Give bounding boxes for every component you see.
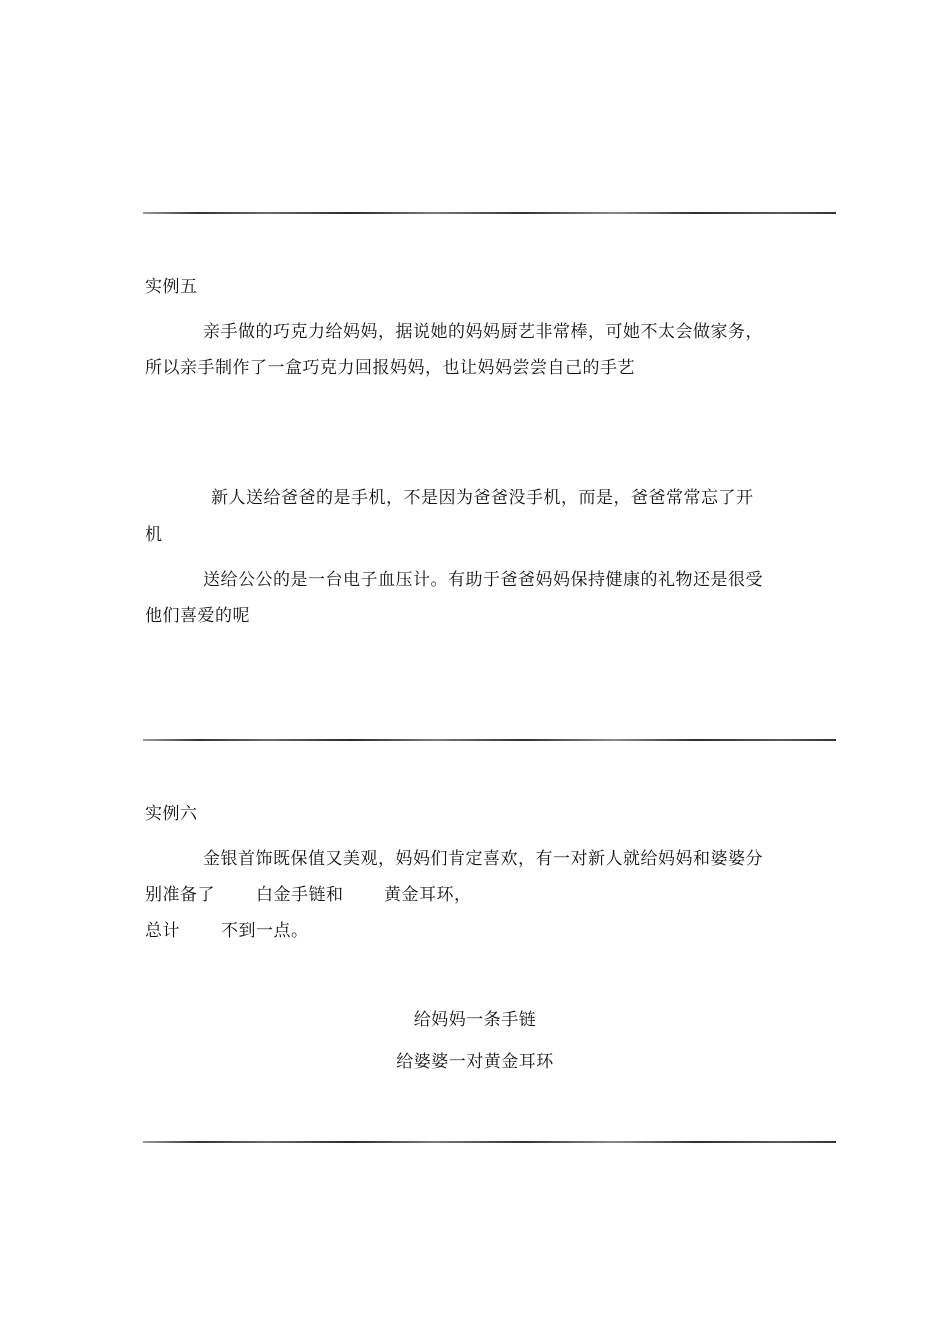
- section6-center-line1: 给妈妈一条手链: [413, 1010, 537, 1030]
- divider-top: [143, 212, 836, 214]
- section5-para1-line2: 所以亲手制作了一盒巧克力回报妈妈，也让妈妈尝尝自己的手艺: [145, 358, 635, 378]
- divider-middle: [143, 739, 836, 741]
- section5-heading: 实例五: [145, 277, 198, 297]
- section5-para3-line2: 他们喜爱的呢: [145, 606, 250, 626]
- section6-para1-line3-a: 总计: [145, 921, 180, 941]
- divider-bottom: [143, 1141, 836, 1143]
- section6-para1-line1: 金银首饰既保值又美观，妈妈们肯定喜欢，有一对新人就给妈妈和婆婆分: [203, 849, 763, 869]
- section6-para1-line2-b: 白金手链和: [256, 885, 344, 905]
- section5-para1-line1: 亲手做的巧克力给妈妈，据说她的妈妈厨艺非常棒，可她不太会做家务，: [203, 322, 763, 342]
- section6-para1-line3-b: 不到一点。: [221, 921, 309, 941]
- section6-para1-line2-a: 别准备了: [145, 885, 215, 905]
- section6-para1-line2-c: 黄金耳环，: [384, 885, 472, 905]
- section5-para2-line1: 新人送给爸爸的是手机，不是因为爸爸没手机，而是，爸爸常常忘了开: [211, 488, 754, 508]
- section5-para3-line1: 送给公公的是一台电子血压计。有助于爸爸妈妈保持健康的礼物还是很受: [203, 570, 763, 590]
- section5-para2-line2: 机: [145, 525, 163, 545]
- section6-heading: 实例六: [145, 804, 198, 824]
- section6-center-line2: 给婆婆一对黄金耳环: [396, 1052, 554, 1072]
